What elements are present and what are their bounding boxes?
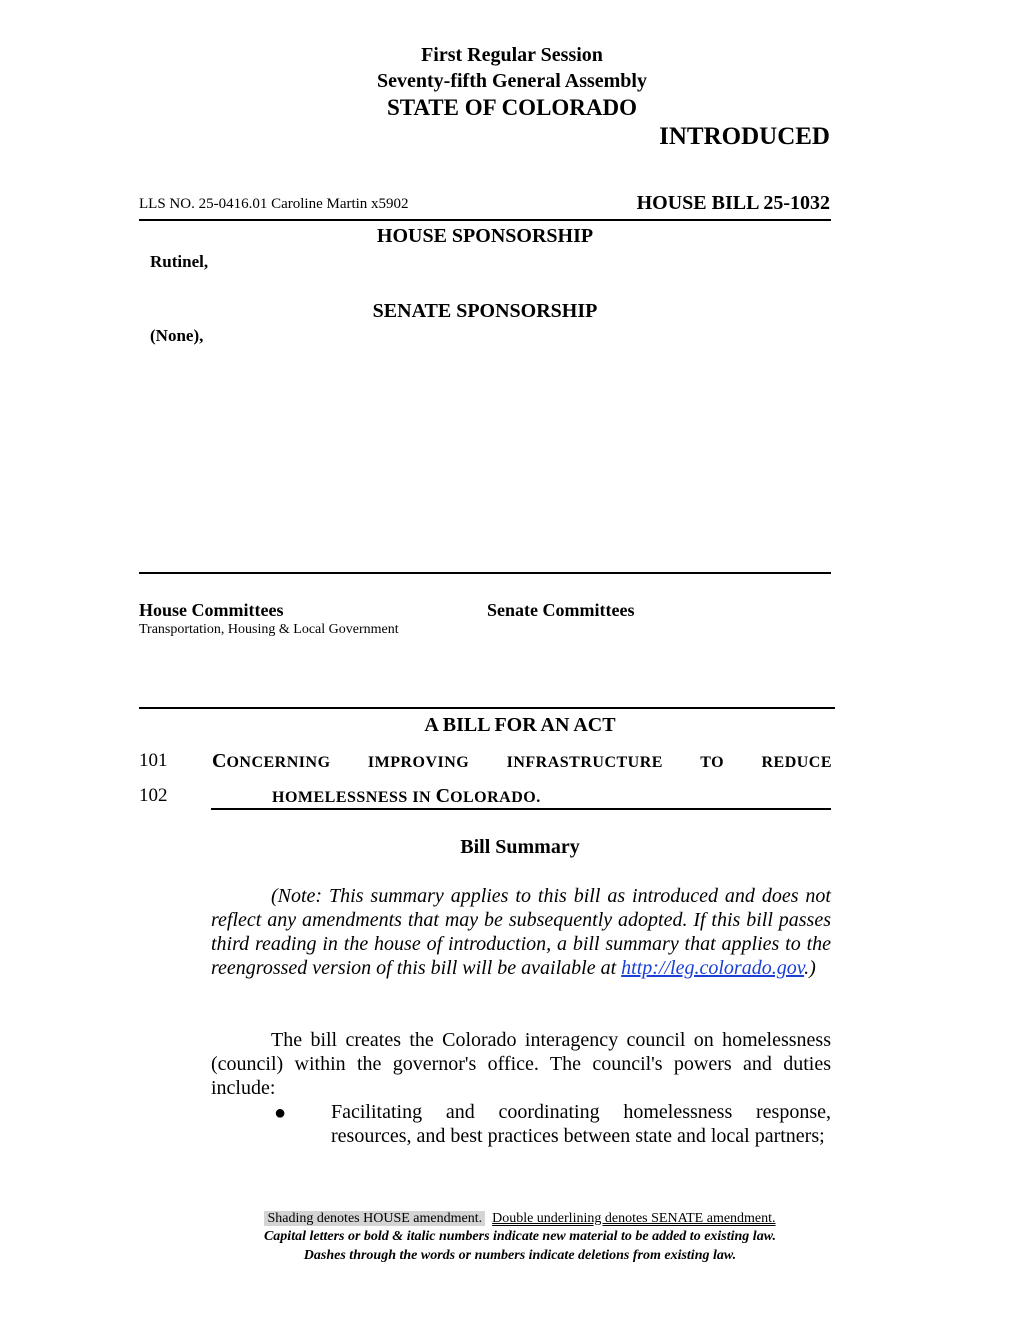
senate-committees-heading: Senate Committees bbox=[487, 600, 635, 620]
house-committees-list: Transportation, Housing & Local Government bbox=[139, 622, 399, 637]
summary-bullet-1: Facilitating and coordinating homelessness response, resources, and best practices between state and local partners; bbox=[331, 1101, 831, 1147]
header-rule bbox=[139, 219, 831, 221]
footer-double-underline-note: Double underlining denotes SENATE amendment. bbox=[492, 1211, 776, 1226]
footer-shading-note: Shading denotes HOUSE amendment. bbox=[264, 1211, 485, 1226]
summary-note-text: (Note: This summary applies to this bill as introduced and does not reflect any amendments that may be subsequently adopted. If this bill passes third reading in the house of introduction, a bill summary that applies to the reengrossed version of this bill will be available at bbox=[211, 885, 831, 979]
act-title-word-colorado: OLORADO. bbox=[450, 789, 541, 806]
summary-note-end: .) bbox=[804, 957, 816, 979]
session-label: First Regular Session bbox=[421, 44, 603, 66]
house-committees-heading: House Committees bbox=[139, 600, 284, 620]
line-number-102: 102 bbox=[139, 785, 168, 806]
bill-summary-heading: Bill Summary bbox=[460, 836, 580, 858]
act-title-word-to: TO bbox=[700, 754, 725, 771]
sponsorship-rule bbox=[139, 572, 831, 574]
leg-colorado-link[interactable]: http://leg.colorado.gov bbox=[621, 957, 805, 979]
committees-rule bbox=[139, 707, 835, 709]
act-title-word-infrastructure: INFRASTRUCTURE bbox=[506, 754, 663, 771]
senate-sponsorship-heading: SENATE SPONSORSHIP bbox=[372, 300, 598, 322]
senate-sponsors: (None), bbox=[150, 326, 204, 345]
act-title-word-homelessness: HOMELESSNESS IN bbox=[272, 789, 436, 806]
act-title-line-2 bbox=[272, 785, 541, 808]
act-title-rule bbox=[211, 808, 831, 810]
lls-number: LLS NO. 25-0416.01 Caroline Martin x5902 bbox=[139, 196, 409, 212]
line-number-101: 101 bbox=[139, 750, 168, 771]
house-sponsorship-heading: HOUSE SPONSORSHIP bbox=[376, 225, 594, 247]
act-title-cap-c2: C bbox=[435, 785, 451, 807]
act-title-word-improving: IMPROVING bbox=[367, 754, 470, 771]
footer-dashes-note: Dashes through the words or numbers indicate deletions from existing law. bbox=[303, 1248, 737, 1263]
footer-capital-note: Capital letters or bold & italic numbers indicate new material to be added to existing law. bbox=[263, 1229, 777, 1244]
summary-note bbox=[211, 884, 831, 980]
summary-body-paragraph bbox=[211, 1028, 831, 1100]
house-sponsors: Rutinel, bbox=[150, 252, 209, 271]
act-title-cap-c: C bbox=[212, 750, 227, 772]
bill-act-heading: A BILL FOR AN ACT bbox=[424, 714, 616, 736]
status-label: INTRODUCED bbox=[659, 123, 830, 150]
state-title: STATE OF COLORADO bbox=[386, 95, 638, 120]
act-title-line-1 bbox=[212, 750, 832, 773]
assembly-label: Seventy-fifth General Assembly bbox=[377, 70, 647, 92]
summary-body-text: The bill creates the Colorado interagency council on homelessness (council) within the governor's office. The council's powers and duties include: bbox=[211, 1029, 831, 1099]
footer-amendment-legend bbox=[0, 1211, 1024, 1227]
bill-number: HOUSE BILL 25-1032 bbox=[636, 192, 830, 214]
act-title-word-concerning: ONCERNING bbox=[226, 754, 331, 771]
act-title-word-reduce: REDUCE bbox=[761, 754, 833, 771]
bullet-icon: ● bbox=[274, 1102, 287, 1124]
